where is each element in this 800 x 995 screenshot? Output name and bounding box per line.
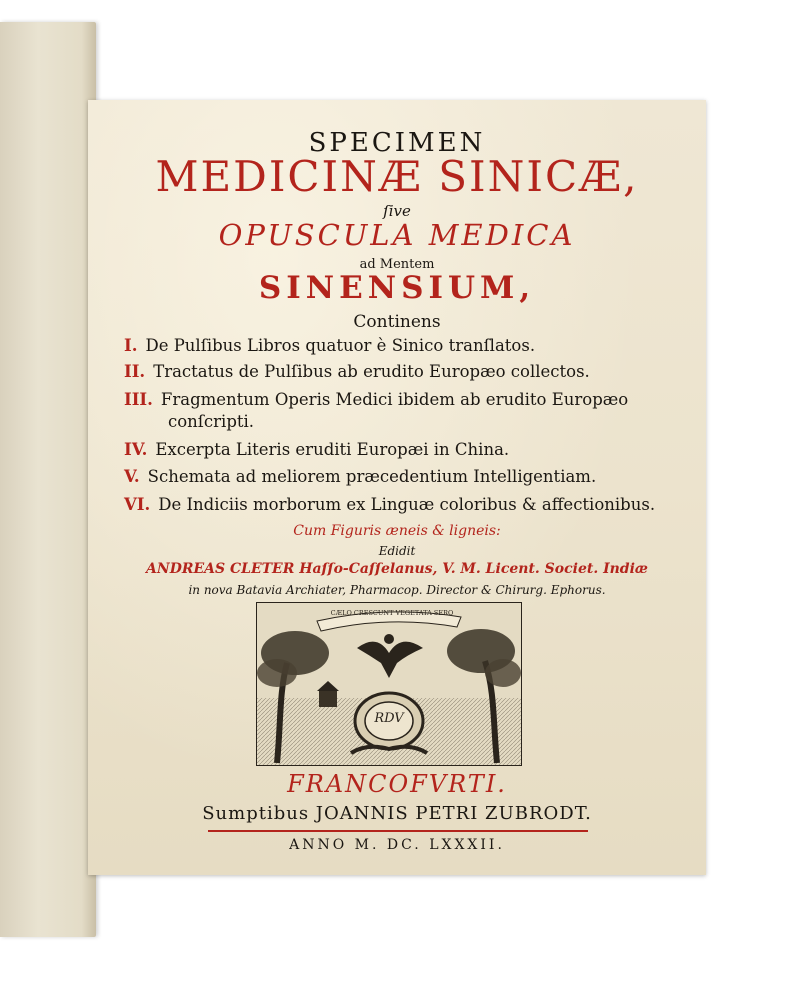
figures-note: Cum Figuris æneis & ligneis: <box>293 523 501 539</box>
contents-numeral: VI. <box>124 495 151 514</box>
contents-text: Fragmentum Operis Medici ibidem ab erudito Europæo <box>160 390 629 409</box>
contents-text: De Indiciis morborum ex Linguæ coloribus & affectionibus. <box>158 495 656 514</box>
editor-titles: in nova Batavia Archiater, Pharmacop. Director & Chirurg. Ephorus. <box>188 583 606 597</box>
contents-item <box>124 336 535 355</box>
engraving-monogram: RDV <box>374 711 404 726</box>
contents-numeral: II. <box>124 362 146 381</box>
imprint-publisher: Sumptibus JOANNIS PETRI ZUBRODT. <box>202 803 592 824</box>
contents-numeral: V. <box>124 467 140 486</box>
contents-item <box>124 390 628 409</box>
engraving-motto: CÆLO CRESCUNT VEGETATA SERO <box>330 609 454 617</box>
contents-text-continued: conſcripti. <box>168 412 255 431</box>
contents-numeral: I. <box>124 336 138 355</box>
title-specimen: SPECIMEN <box>308 128 486 158</box>
imprint-year: ANNO M. DC. LXXXII. <box>289 837 505 853</box>
title-opuscula-medica: OPUSCULA MEDICA <box>218 218 576 252</box>
contents-text: Excerpta Literis eruditi Europæi in China. <box>155 440 510 459</box>
contents-numeral: IV. <box>124 440 148 459</box>
left-page-edge <box>0 22 96 937</box>
engraving-image <box>257 603 521 765</box>
contents-text: De Pulſibus Libros quatuor è Sinico tranſlatos. <box>145 336 536 355</box>
contents-item <box>124 362 590 381</box>
contents-item <box>124 440 509 459</box>
contents-text: Schemata ad meliorem præcedentium Intelligentiam. <box>147 467 597 486</box>
title-sinensium: SINENSIUM, <box>258 270 536 306</box>
title-ad-mentem: ad Mentem <box>359 257 435 272</box>
contents-item <box>124 467 596 486</box>
editor-name: ANDREAS CLETER Haſſo-Caſſelanus, V. M. Licent. Societ. Indiæ <box>146 561 648 577</box>
imprint-place: FRANCOFVRTI. <box>287 770 507 798</box>
contents-item <box>124 495 655 514</box>
contents-text: Tractatus de Pulſibus ab erudito Europæo collectos. <box>153 362 590 381</box>
title-page <box>88 100 706 875</box>
title-continens: Continens <box>353 312 441 332</box>
printer-device-engraving <box>256 602 522 766</box>
red-rule <box>208 830 588 832</box>
edidit-label: Edidit <box>378 544 416 558</box>
contents-numeral: III. <box>124 390 153 409</box>
title-medicinae-sinicae: MEDICINÆ SINICÆ, <box>155 152 639 201</box>
title-sive: ſive <box>383 202 411 220</box>
